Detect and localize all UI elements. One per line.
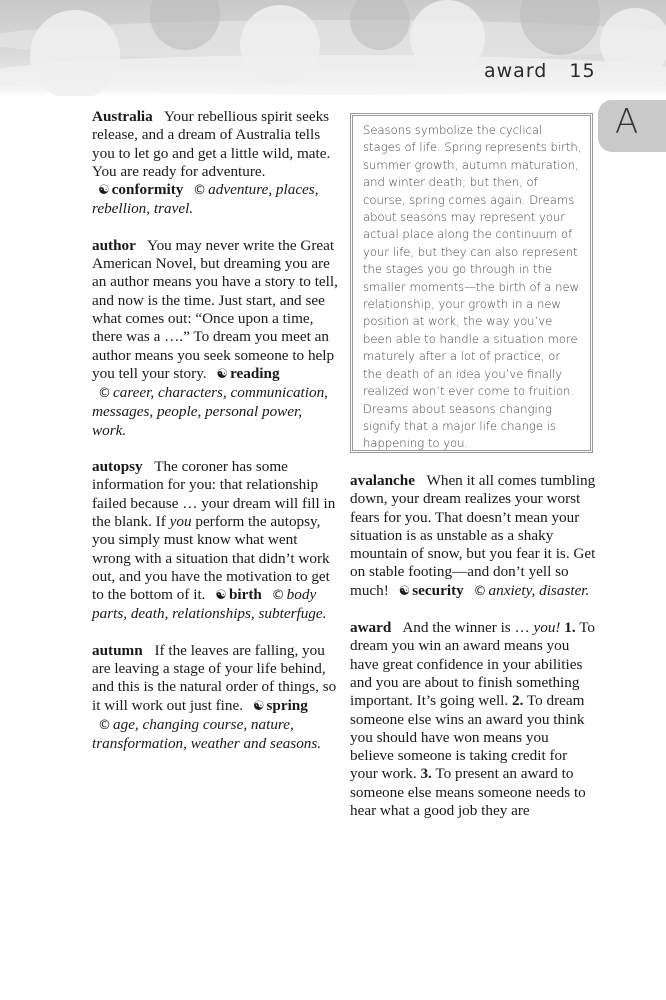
see-also-list: body parts, death, relationships, subterfuge. xyxy=(92,586,327,623)
yin-yang-icon: ☯ xyxy=(252,698,265,714)
entry-autopsy xyxy=(92,458,338,624)
sense-number: 3. xyxy=(420,765,432,783)
sense-text: To dream someone else wins an award you think you should have won means you believe someone is taking credit for your work. xyxy=(350,692,585,783)
opposite-reference: security xyxy=(412,581,464,599)
see-also-icon: © xyxy=(98,386,111,402)
see-also-list: career, characters, communication, messages, people, personal power, work. xyxy=(92,384,328,439)
entry-intro: And the winner is … xyxy=(402,619,530,637)
sense-text: To dream you win an award means you have great confidence in your abilities and you are about to finish something important. It’s going well. xyxy=(350,619,596,710)
headword: author xyxy=(92,236,136,254)
headword: award xyxy=(350,619,392,637)
see-also-icon: © xyxy=(98,717,111,733)
sidebar-text: Seasons symbolize the cyclical stages of life. Spring represents birth, summer growth, autumn maturation, and winter death; but then, of course, spring comes again. Dreams about seasons may represent your actual place along the continuum of your life, but they can also represent the stages you go through in the smaller moments—the birth of a new relationship, your growth in a new position at work, the way you’ve been able to handle a situation more maturely after a lot of practice, or the death of an idea you’ve finally realized won’t ever come to fruition. Dreams about seasons changing signify that a major life change is happening to you. xyxy=(363,123,582,451)
see-also-list: anxiety, disaster. xyxy=(488,581,590,599)
opposite-reference: birth xyxy=(228,586,262,604)
yin-yang-icon: ☯ xyxy=(398,583,411,599)
right-column xyxy=(350,472,596,838)
entry-body: You may never write the Great American Novel, but dreaming you are an author means you have a story to tell, and now is the time. Just start, and see what comes out: “Once upon a time, there was a ….” To dream you meet an author means you seek someone to help you tell your story. xyxy=(92,236,338,382)
entry-award xyxy=(350,619,596,820)
see-also-list: adventure, places, rebellion, travel. xyxy=(92,181,319,218)
yin-yang-icon: ☯ xyxy=(98,183,110,199)
running-head xyxy=(484,60,596,82)
section-letter: A xyxy=(615,102,639,142)
entry-avalanche xyxy=(350,472,596,601)
entry-body-continued: perform the autopsy, you simply must know what went wrong with a situation that didn’t work out, and you have the motivation to get to the bottom of it. xyxy=(92,512,330,604)
entry-emphasis: you xyxy=(169,512,192,530)
headword: avalanche xyxy=(350,472,415,489)
entry-body: Your rebellious spirit seeks release, and a dream of Australia tells you to let go and get a little wild, mate. You are ready for adventure. xyxy=(92,108,331,180)
headword: autumn xyxy=(92,641,143,659)
yin-yang-icon: ☯ xyxy=(216,366,229,382)
entry-author xyxy=(92,237,338,440)
yin-yang-icon: ☯ xyxy=(215,588,227,604)
see-also-icon: © xyxy=(271,588,285,604)
page-number: 15 xyxy=(569,60,596,82)
opposite-reference: conformity xyxy=(111,181,184,199)
sense-number: 1. xyxy=(564,619,576,637)
headword: Australia xyxy=(92,108,153,125)
entry-body: The coroner has some information for you: that relationship failed because … your dream will fill in the blank. If xyxy=(92,458,336,530)
entry-body: When it all comes tumbling down, your dream realizes your worst fears for you. That doesn’t mean your situation is as unstable as a shaky mountain of snow, but you fear it is. Get on stable footing—and don’t yell so much! xyxy=(350,472,596,599)
see-also-list: age, changing course, nature, transformation, weather and seasons. xyxy=(92,715,322,753)
running-title: award xyxy=(484,60,548,82)
seasons-sidebar-box xyxy=(350,113,593,453)
left-column xyxy=(92,108,338,772)
entry-body: If the leaves are falling, you are leaving a stage of your life behind, and this is the natural order of things, so it will work out just fine. xyxy=(92,641,337,714)
entry-emphasis: you! xyxy=(533,619,561,637)
entry-australia xyxy=(92,108,338,219)
entry-autumn xyxy=(92,642,338,754)
opposite-reference: spring xyxy=(266,696,308,714)
headword: autopsy xyxy=(92,458,143,476)
see-also-icon: © xyxy=(193,183,207,199)
sense-text: To present an award to someone else means someone needs to hear what a good job they are xyxy=(350,765,586,820)
see-also-icon: © xyxy=(473,583,487,599)
sense-number: 2. xyxy=(511,692,524,710)
opposite-reference: reading xyxy=(230,364,280,382)
